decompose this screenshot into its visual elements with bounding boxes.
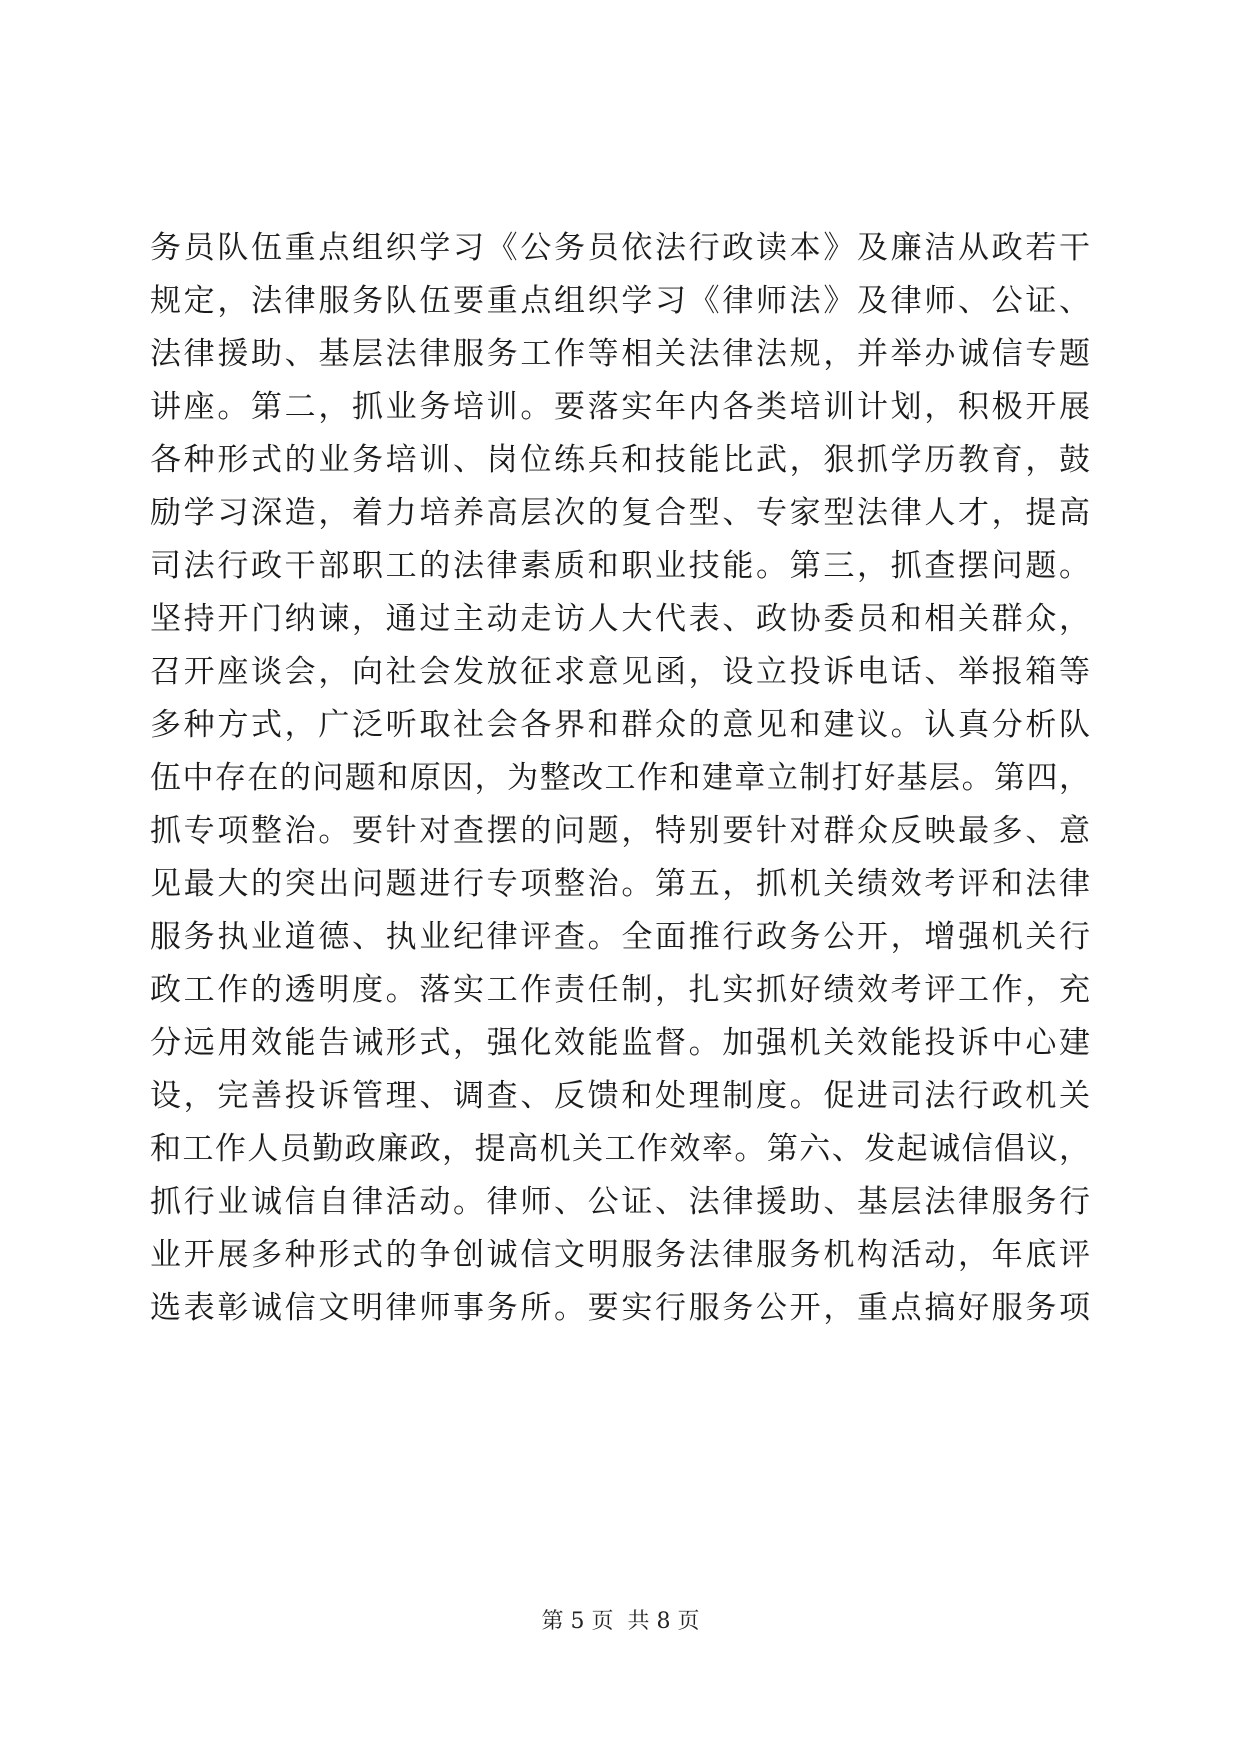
- text-line: 励学习深造，着力培养高层次的复合型、专家型法律人才，提高: [150, 495, 1090, 531]
- text-line: 伍中存在的问题和原因，为整改工作和建章立制打好基层。第四，: [150, 760, 1090, 796]
- text-line: 讲座。第二，抓业务培训。要落实年内各类培训计划，积极开展: [150, 389, 1090, 425]
- text-line: 和工作人员勤政廉政，提高机关工作效率。第六、发起诚信倡议，: [150, 1131, 1090, 1167]
- text-line: 召开座谈会，向社会发放征求意见函，设立投诉电话、举报箱等: [150, 654, 1090, 690]
- text-line: 规定，法律服务队伍要重点组织学习《律师法》及律师、公证、: [150, 283, 1090, 319]
- text-line: 服务执业道德、执业纪律评查。全面推行政务公开，增强机关行: [150, 919, 1090, 955]
- text-line: 坚持开门纳谏，通过主动走访人大代表、政协委员和相关群众，: [150, 601, 1090, 637]
- text-line: 多种方式，广泛听取社会各界和群众的意见和建议。认真分析队: [150, 707, 1090, 743]
- text-line: 设，完善投诉管理、调查、反馈和处理制度。促进司法行政机关: [150, 1078, 1090, 1114]
- page-footer: [0, 1607, 1241, 1637]
- text-line: 抓专项整治。要针对查摆的问题，特别要针对群众反映最多、意: [150, 813, 1090, 849]
- text-line: 业开展多种形式的争创诚信文明服务法律服务机构活动，年底评: [150, 1237, 1090, 1273]
- text-line: 选表彰诚信文明律师事务所。要实行服务公开，重点搞好服务项: [150, 1290, 1090, 1326]
- text-line: 抓行业诚信自律活动。律师、公证、法律援助、基层法律服务行: [150, 1184, 1090, 1220]
- text-line: 分远用效能告诫形式，强化效能监督。加强机关效能投诉中心建: [150, 1025, 1090, 1061]
- text-line: 司法行政干部职工的法律素质和职业技能。第三，抓查摆问题。: [150, 548, 1090, 584]
- text-line: 法律援助、基层法律服务工作等相关法律法规，并举办诚信专题: [150, 336, 1090, 372]
- text-line: 见最大的突出问题进行专项整治。第五，抓机关绩效考评和法律: [150, 866, 1090, 902]
- page-number-label: 第 5 页 共 8 页: [541, 1609, 700, 1634]
- text-line: 务员队伍重点组织学习《公务员依法行政读本》及廉洁从政若干: [150, 230, 1090, 266]
- text-line: 政工作的透明度。落实工作责任制，扎实抓好绩效考评工作，充: [150, 972, 1090, 1008]
- text-line: 各种形式的业务培训、岗位练兵和技能比武，狠抓学历教育，鼓: [150, 442, 1090, 478]
- body-text: [150, 222, 1090, 1335]
